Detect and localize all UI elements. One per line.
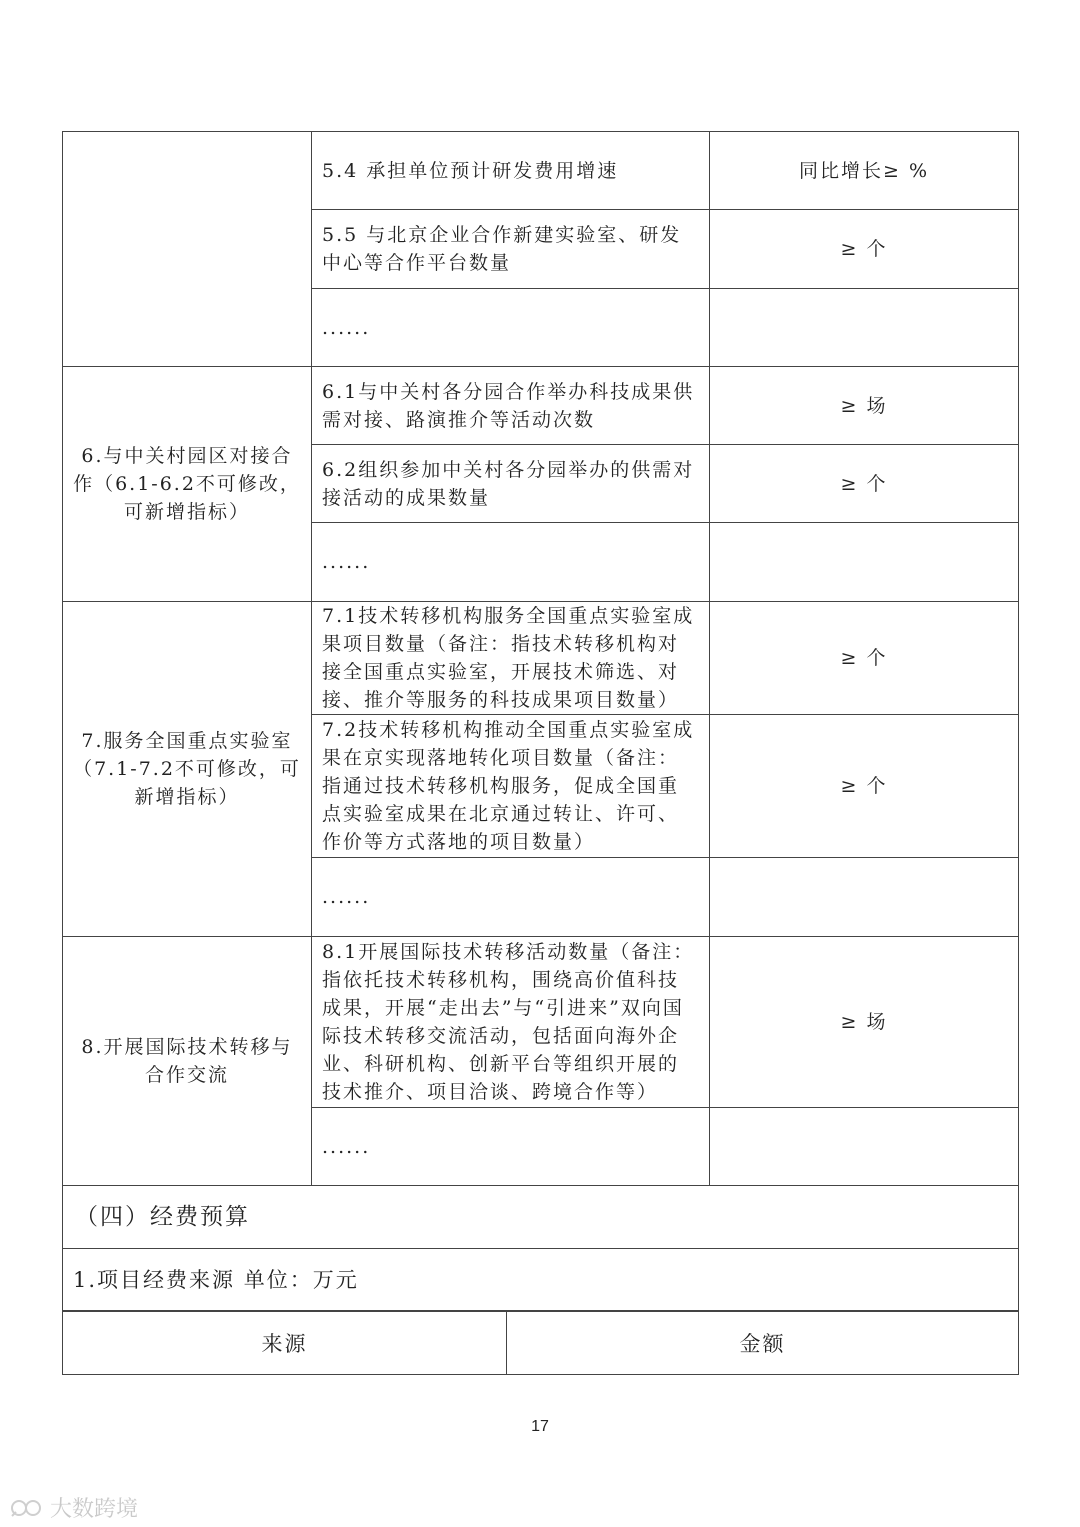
indicator-cell: ...... (312, 1108, 710, 1186)
indicator-cell: 8.1开展国际技术转移活动数量（备注：指依托技术转移机构，围绕高价值科技成果，开展“走出去”与“引进来”双向国际技术转移交流活动，包括面向海外企业、科研机构、创新平台等组织开展的技术推介、项目洽谈、跨境合作等） (312, 937, 710, 1108)
budget-subtitle: 1.项目经费来源 单位：万元 (63, 1249, 1019, 1311)
indicator-table (62, 131, 1019, 1311)
category-cell (63, 132, 312, 367)
table-header-row (63, 1312, 1019, 1375)
category-cell: 6.与中关村园区对接合作（6.1-6.2不可修改，可新增指标） (63, 367, 312, 602)
watermark (10, 1492, 138, 1523)
target-cell: ≥ 场 (710, 367, 1019, 445)
target-cell (710, 289, 1019, 367)
watermark-text: 大数跨境 (50, 1497, 139, 1522)
indicator-cell: ...... (312, 523, 710, 602)
target-cell: 同比增长≥ % (710, 132, 1019, 210)
table-row (63, 937, 1019, 1108)
page-number: 17 (531, 1418, 549, 1435)
category-cell: 7.服务全国重点实验室（7.1-7.2不可修改，可新增指标） (63, 602, 312, 937)
table-row (63, 602, 1019, 715)
indicator-cell: ...... (312, 858, 710, 937)
category-cell: 8.开展国际技术转移与合作交流 (63, 937, 312, 1186)
column-header-amount: 金额 (507, 1312, 1019, 1375)
indicator-cell: 6.1与中关村各分园合作举办科技成果供需对接、路演推介等活动次数 (312, 367, 710, 445)
indicator-cell: 5.4 承担单位预计研发费用增速 (312, 132, 710, 210)
indicator-cell: 5.5 与北京企业合作新建实验室、研发中心等合作平台数量 (312, 210, 710, 289)
indicator-cell: ...... (312, 289, 710, 367)
table-row (63, 1249, 1019, 1311)
table-row (63, 367, 1019, 445)
budget-section-title: （四）经费预算 (63, 1186, 1019, 1249)
indicator-cell: 7.2技术转移机构推动全国重点实验室成果在京实现落地转化项目数量（备注：指通过技术转移机构服务，促成全国重点实验室成果在北京通过转让、许可、作价等方式落地的项目数量） (312, 715, 710, 858)
funding-source-table (62, 1311, 1019, 1375)
target-cell: ≥ 个 (710, 445, 1019, 523)
column-header-source: 来源 (63, 1312, 507, 1375)
target-cell (710, 523, 1019, 602)
target-cell (710, 858, 1019, 937)
watermark-logo-icon (10, 1496, 46, 1520)
target-cell: ≥ 个 (710, 602, 1019, 715)
table-row (63, 1186, 1019, 1249)
indicator-cell: 7.1技术转移机构服务全国重点实验室成果项目数量（备注：指技术转移机构对接全国重点实验室，开展技术筛选、对接、推介等服务的科技成果项目数量） (312, 602, 710, 715)
target-cell (710, 1108, 1019, 1186)
table-row (63, 132, 1019, 210)
indicator-cell: 6.2组织参加中关村各分园举办的供需对接活动的成果数量 (312, 445, 710, 523)
target-cell: ≥ 场 (710, 937, 1019, 1108)
target-cell: ≥ 个 (710, 210, 1019, 289)
target-cell: ≥ 个 (710, 715, 1019, 858)
